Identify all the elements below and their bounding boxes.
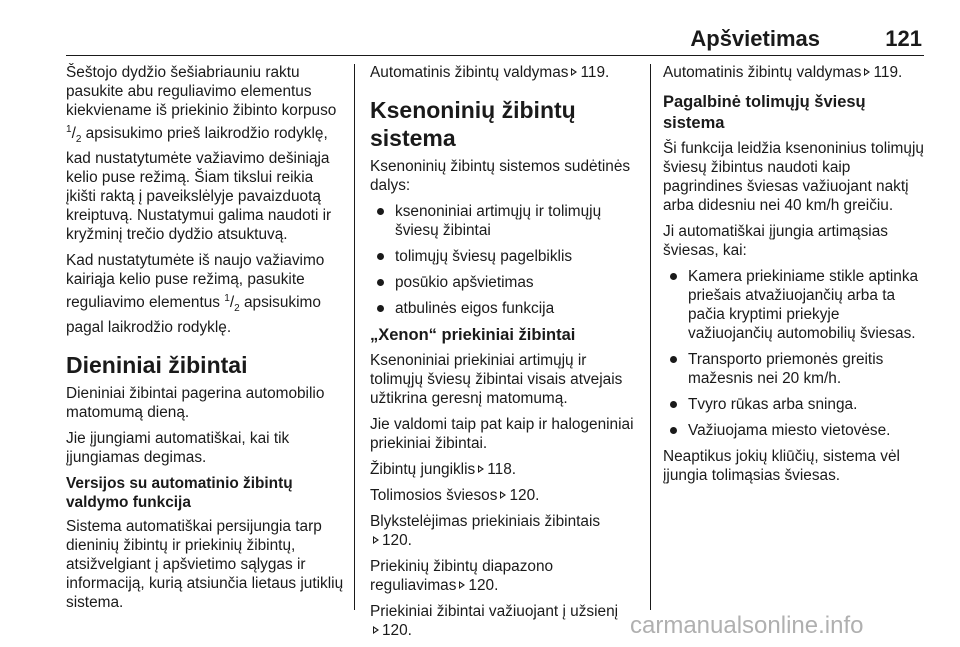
cross-reference: Automatinis žibintų valdymas 119. [370, 64, 610, 81]
paragraph: Jie įjungiami automatiškai, kai tik įjungiamas degimas. [66, 430, 290, 467]
list-item: Kamera priekiniame stikle aptinka priešais atvažiuojančių arba ta pačia kryptimi priekyje važiuojančių automobilių šviesas. [663, 267, 925, 343]
cross-reference: Blykstelėjimas priekiniais žibintais 120. [370, 513, 601, 549]
bullet-icon [670, 356, 677, 363]
list-item: Važiuojama miesto vietovėse. [663, 421, 925, 440]
paragraph: Jie valdomi taip pat kaip ir halogeniniai priekiniai žibintai. [370, 416, 634, 452]
page-header [66, 26, 924, 52]
cross-reference: Priekinių žibintų diapazono reguliavimas 120. [370, 558, 554, 594]
paragraph: Ji automatiškai įjungia artimąsias šviesas, kai: [663, 223, 888, 259]
paragraph: Neaptikus jokių kliūčių, sistema vėl įjungia tolimąsias šviesas. [663, 448, 900, 484]
paragraph: Dieniniai žibintai pagerina automobilio matomumą dieną. [66, 385, 325, 422]
paragraph: Ksenoninių žibintų sistemos sudėtinės dalys: [370, 158, 631, 194]
list-item: posūkio apšvietimas [370, 273, 642, 292]
bullet-icon [377, 305, 384, 312]
section-title: Apšvietimas [690, 26, 820, 51]
page-number: 121 [885, 26, 922, 51]
page-ref-arrow-icon [459, 581, 465, 589]
list-item: Transporto priemonės greitis mažesnis nei 20 km/h. [663, 350, 925, 388]
column-middle [370, 63, 642, 647]
page-ref-arrow-icon [864, 68, 870, 76]
list-item: atbulinės eigos funkcija [370, 299, 642, 318]
paragraph: Sistema automatiškai persijungia tarp dieninių žibintų ir priekinių žibintų, atsižvelgiant į apšvietimo sąlygas ir informaciją, kurią atsiunčia lietaus jutiklių sistema. [66, 518, 344, 612]
column-left [66, 63, 346, 619]
bullet-list [663, 267, 925, 440]
header-rule [66, 55, 924, 56]
paragraph: Ši funkcija leidžia ksenoninius tolimųjų šviesų žibintus naudoti kaip pagrindines šviesas važiuojant naktį arba didesniu nei 40 km/h greičiu. [663, 140, 924, 214]
paragraph: Ksenoniniai priekiniai artimųjų ir tolimųjų šviesų žibintai visais atvejais užtikrina geresnį matomumą. [370, 352, 623, 407]
bullet-icon [377, 208, 384, 215]
bullet-icon [670, 427, 677, 434]
bullet-icon [377, 279, 384, 286]
paragraph: Kad nustatytumėte iš naujo važiavimo kairiąja kelio puse režimą, pasukite reguliavimo elementus $^1/_2$ apsisukimo pagal laikrodžio rodyklę. [66, 252, 325, 337]
heading-daytime-lights: Dieniniai žibintai [66, 352, 248, 379]
page-ref-arrow-icon [373, 536, 379, 544]
heading-high-beam-assist: Pagalbinė tolimųjų šviesų sistema [663, 93, 866, 132]
bullet-list [370, 202, 642, 318]
cross-reference: Tolimosios šviesos 120. [370, 487, 540, 504]
page-ref-arrow-icon [571, 68, 577, 76]
bullet-icon [670, 401, 677, 408]
page-ref-arrow-icon [373, 626, 379, 634]
page-ref-arrow-icon [478, 465, 484, 473]
cross-reference: Žibintų jungiklis 118. [370, 461, 517, 478]
heading-xenon-headlights: „Xenon“ priekiniai žibintai [370, 326, 576, 344]
column-divider-1 [354, 64, 355, 610]
column-right [663, 63, 925, 492]
column-divider-2 [650, 64, 651, 610]
list-item: tolimųjų šviesų pagelbiklis [370, 247, 642, 266]
heading-xenon-system: Ksenoninių žibintų sistema [370, 97, 576, 151]
bullet-icon [377, 253, 384, 260]
cross-reference: Automatinis žibintų valdymas 119. [663, 64, 903, 81]
list-item: Tvyro rūkas arba sninga. [663, 395, 925, 414]
paragraph: Šeštojo dydžio šešiabriauniu raktu pasukite abu reguliavimo elementus kiekviename iš priekinio žibinto korpuso $^1/_2$ apsisukimo prieš laikrodžio rodyklę, kad nustatytumėte važiavimo dešiniąja kelio puse režimą. Šiam tikslui reikia įkišti raktą į paveikslėlyje pavaizduotą kreiptuvą. Nustatymui galima naudoti ir kryžminį trečio dydžio atsuktuvą. [66, 64, 337, 244]
cross-reference: Priekiniai žibintai važiuojant į užsienį 120. [370, 603, 619, 639]
watermark: carmanualsonline.info [630, 612, 864, 639]
page-ref-arrow-icon [500, 491, 506, 499]
list-item: ksenoniniai artimųjų ir tolimųjų šviesų žibintai [370, 202, 642, 240]
bullet-icon [670, 273, 677, 280]
subheading-auto-versions: Versijos su automatinio žibintų valdymo funkcija [66, 475, 293, 512]
